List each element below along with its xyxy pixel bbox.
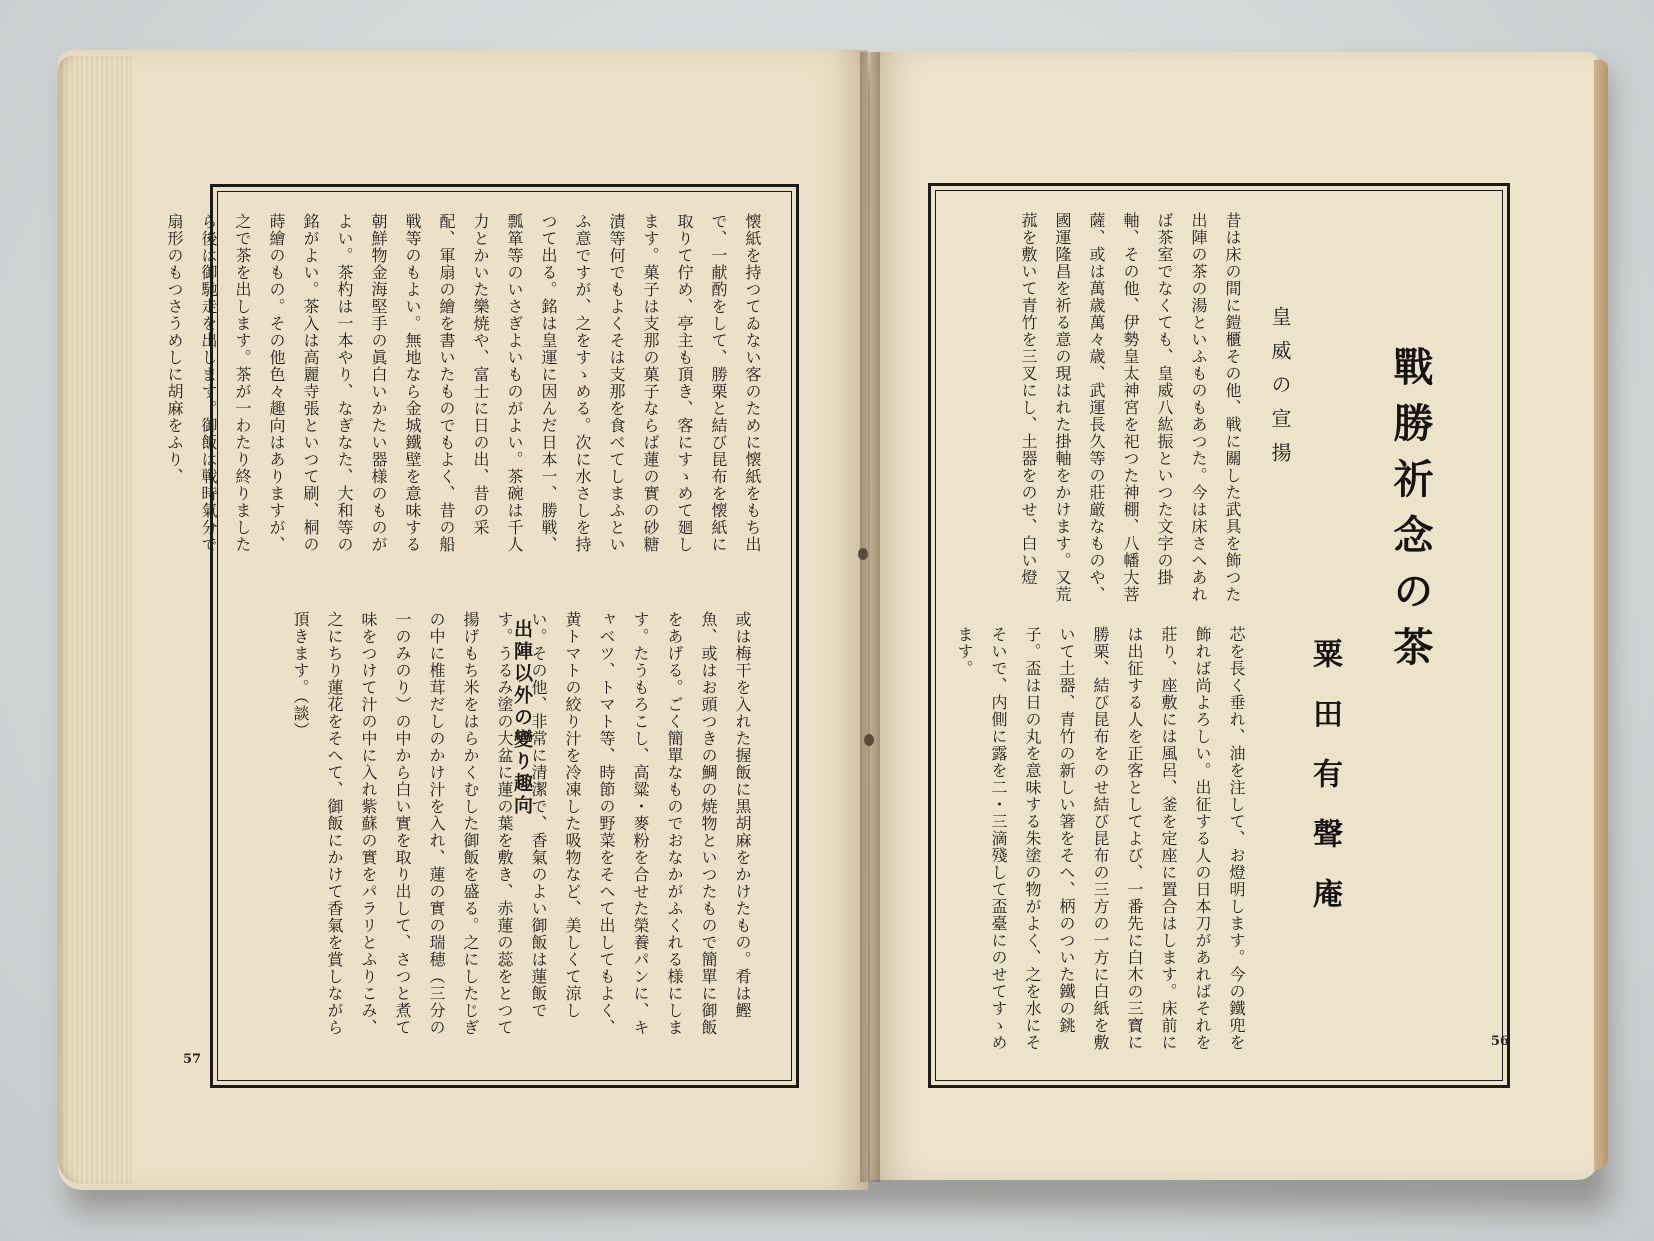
left-lower-text: 或は梅干を入れた握飯に黒胡麻をかけたもの。肴は鰹魚、或はお頭つきの鯛の焼物といつたもので簡單に御飯をあげる。ごく簡單なものでおなかがふくれる様にします。たうもろこし、高粱・麥粉を合せた榮養パンに、キャベツ、トマト等、時節の野菜をそへて出してもよく、黄トマトの絞り汁を冷凍した吸物など、美しくて涼しい。その他、非常に清潔で、香氣のよい御飯は蓮飯です。うるみ塗の大盆に蓮の葉を敷き、赤蓮の蕊をとつて揚げもち米をはらかくむした御飯を盛る。之にしたじぎの中に椎茸だしのかけ汁を入れ、蓮の實の瑞穂（三分の一のみのり）の中から白い實を取り出して、さつと煮て味をつけて汁の中に入れ紫蘇の實をパラリとふりこみ、之にちり蓮花をそへて、御飯にかけて香氣を賞しながら頂きます。（談） (291, 611, 752, 1036)
section-heading: 皇威の宣揚 (1268, 306, 1292, 476)
right-page-edge (1594, 60, 1608, 1170)
page-stack-edges (58, 56, 132, 1184)
right-lower-text: 芯を長く垂れ、油を注して、お燈明します。今の鐵兜を飾れば尚よろしい。出征する人の日本刀があればそれを莊り、座敷には風呂、釜を定座に置合はします。床前には出征する人を正客としてよび、一番先に白木の三寶に勝栗、結び昆布をのせ結び昆布の三方の一方に白紙を敷いて土器、青竹の新しい箸をそへ、柄のついた鐵の銚子。盃は日の丸を意味する朱塗の物がよく、之を水にそそいで、内側に露を二・三滴殘して盃臺にのせてすゝめます。 (955, 626, 1246, 1051)
right-page-frame (928, 183, 1510, 1088)
article-title: 戰勝祈念の茶 (1387, 346, 1434, 682)
article-author: 粟田有聲庵 (1307, 638, 1342, 938)
book-gutter (860, 52, 880, 1182)
left-lower-heading: 出陣以外の變り趣向 (511, 619, 533, 817)
binding-hole (858, 548, 868, 560)
left-upper-text: 懐紙を持つてゐない客のために懐紙をもち出で、一献酌をして、勝栗と結び昆布を懐紙に取りて佇め、亭主も頂き、客にすゝめて廻します。菓子は支那の菓子ならば蓮の實の砂糖漬等何でもよくそは支那を食べてしまふといふ意ですが、之をすゝめる。次に水さしを持つて出る。銘は皇運に因んだ日本一、勝戦、瓢箪等のいさぎよいものがよい。茶碗は千人力とかいた樂焼や、富士に日の出、昔の采配、軍扇の繪を書いたものでもよく、昔の船戦等のもよい。無地なら金城鐵壁を意味する朝鮮物金海堅手の眞白いかたい器様のものがよい。茶杓は一本やり、なぎなた、大和等の銘がよい。茶入は高麗寺張といつて刷、桐の蒔繪のもの。その他色々趣向はありますが、之で茶を出します。茶が一わたり終りましたら後は御馳走を出します。御飯は戦時氣分で扇形のもつさうめしに胡麻をふり、 (165, 213, 762, 553)
right-page-number: 56 (1490, 1034, 1509, 1049)
left-page-frame (165, 184, 799, 1088)
binding-hole (864, 734, 874, 746)
left-page-number: 57 (183, 1052, 202, 1067)
right-upper-text: 昔は床の間に鎧櫃その他、戦に關した武具を飾つた出陣の茶の湯といふものもあつた。今は床さへあれば茶室でなくても、皇威八紘振といつた文字の掛軸、その他、伊勢皇太神宮を祀つた神棚、八幡大菩薩、或は萬歳萬々歳、武運長久等の莊厳なものや、國運隆昌を祈る意の現はれた掛軸をかけます。又荒菰を敷いて青竹を三叉にし、土器をのせ、白い燈 (1019, 212, 1242, 603)
